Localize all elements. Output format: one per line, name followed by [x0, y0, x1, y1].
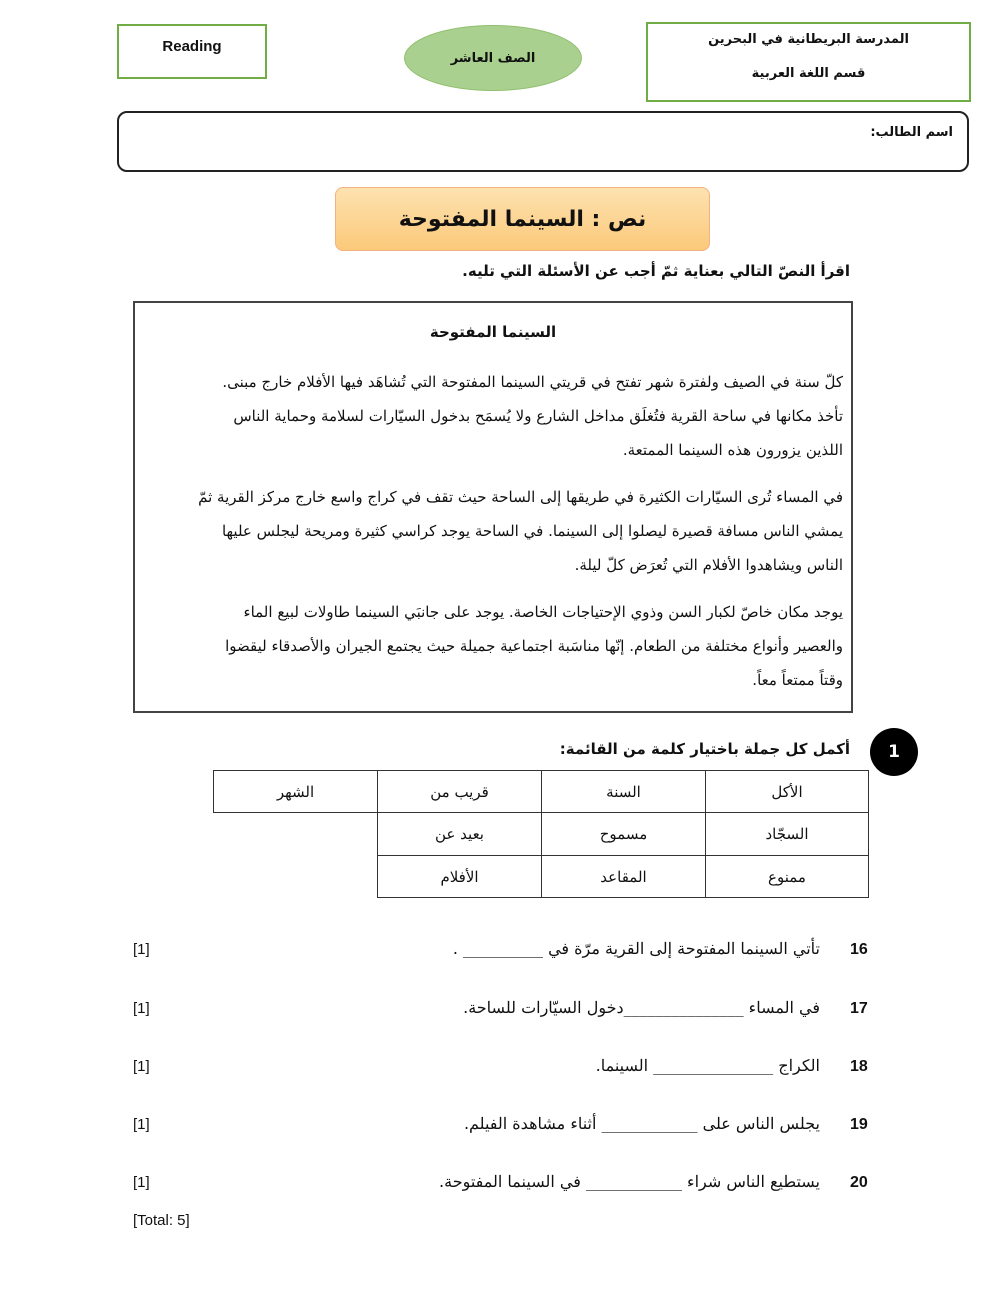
question-mark: [1] — [133, 1058, 150, 1075]
word-bank-cell: المقاعد — [541, 855, 706, 898]
question-number-badge: 1 — [870, 728, 918, 776]
passage-line: تأخذ مكانها في ساحة القرية فتُغلَق مداخل الشارع ولا يُسمَح بدخول السيّارات لسلامة وحماية الناس — [233, 407, 843, 425]
question-number: 20 — [850, 1174, 868, 1191]
word-bank-cell: الأكل — [705, 770, 869, 813]
question-mark: [1] — [133, 941, 150, 958]
question-text[interactable]: يجلس الناس على ____________ أثناء مشاهدة الفيلم. — [463, 1114, 820, 1133]
question-mark: [1] — [133, 1116, 150, 1133]
reading-passage — [133, 301, 853, 713]
question-text[interactable]: يستطيع الناس شراء ____________ في السينما المفتوحة. — [439, 1172, 820, 1191]
grade-badge: الصف العاشر — [404, 25, 582, 91]
passage-line: الناس ويشاهدوا الأفلام التي تُعرَض كلّ ليلة. — [574, 556, 843, 574]
passage-line: والعصير وأنواع مختلفة من الطعام. إنّها مناسَبة اجتماعية جميلة حيث يجتمع الجيران والأصدقاء ليقضوا — [225, 637, 843, 655]
passage-line: كلّ سنة في الصيف ولفترة شهر تفتح في قريتي السينما المفتوحة التي تُشاهَد فيها الأفلام خارج مبنى. — [222, 373, 843, 391]
question-number: 17 — [850, 1000, 868, 1017]
department-name: قسم اللغة العربية — [751, 66, 866, 81]
subject-box: Reading — [117, 24, 267, 79]
passage-line: يمشي الناس مسافة قصيرة ليصلوا إلى السينما. في الساحة يوجد كراسي كثيرة ومريحة ليجلس عليها — [221, 522, 843, 540]
student-name-label: اسم الطالب: — [870, 125, 953, 140]
word-bank-cell: مسموح — [541, 812, 706, 856]
question-number: 19 — [850, 1116, 868, 1133]
question-instruction: أكمل كل جملة باختيار كلمة من القائمة: — [559, 740, 850, 758]
question-mark: [1] — [133, 1174, 150, 1191]
total-marks: [Total: 5] — [133, 1212, 190, 1229]
passage-line: وقتاً ممتعاً معاً. — [752, 671, 843, 689]
word-bank-cell: الأفلام — [377, 855, 542, 898]
question-number: 18 — [850, 1058, 868, 1075]
question-text[interactable]: في المساء _______________دخول السيّارات للساحة. — [463, 998, 820, 1017]
word-bank-cell: قريب من — [377, 770, 542, 813]
question-mark: [1] — [133, 1000, 150, 1017]
school-box — [646, 22, 971, 102]
student-name-field[interactable] — [117, 111, 969, 172]
word-bank-cell: بعيد عن — [377, 812, 542, 856]
page-title: نص : السينما المفتوحة — [335, 187, 710, 251]
passage-title: السينما المفتوحة — [429, 323, 557, 341]
instruction-text: اقرأ النصّ التالي بعناية ثمّ أجب عن الأسئلة التي تليه. — [462, 262, 850, 280]
question-text[interactable]: تأتي السينما المفتوحة إلى القرية مرّة في __________ . — [452, 939, 820, 958]
passage-line: في المساء تُرى السيّارات الكثيرة في طريقها إلى الساحة حيث تقف في كراج واسع خارج مركز القرية ثمّ — [198, 488, 843, 506]
passage-line: يوجد مكان خاصّ لكبار السن وذوي الإحتياجات الخاصة. يوجد على جانبَي السينما طاولات لبيع الماء — [243, 603, 843, 621]
question-number: 16 — [850, 941, 868, 958]
word-bank-cell: السجّاد — [705, 812, 869, 856]
word-bank-cell: ممنوع — [705, 855, 869, 898]
school-name: المدرسة البريطانية في البحرين — [708, 32, 909, 47]
word-bank-cell: السنة — [541, 770, 706, 813]
word-bank-cell: الشهر — [213, 770, 378, 813]
passage-line: اللذين يزورون هذه السينما الممتعة. — [622, 441, 843, 459]
question-text[interactable]: الكراج _______________ السينما. — [595, 1056, 820, 1075]
